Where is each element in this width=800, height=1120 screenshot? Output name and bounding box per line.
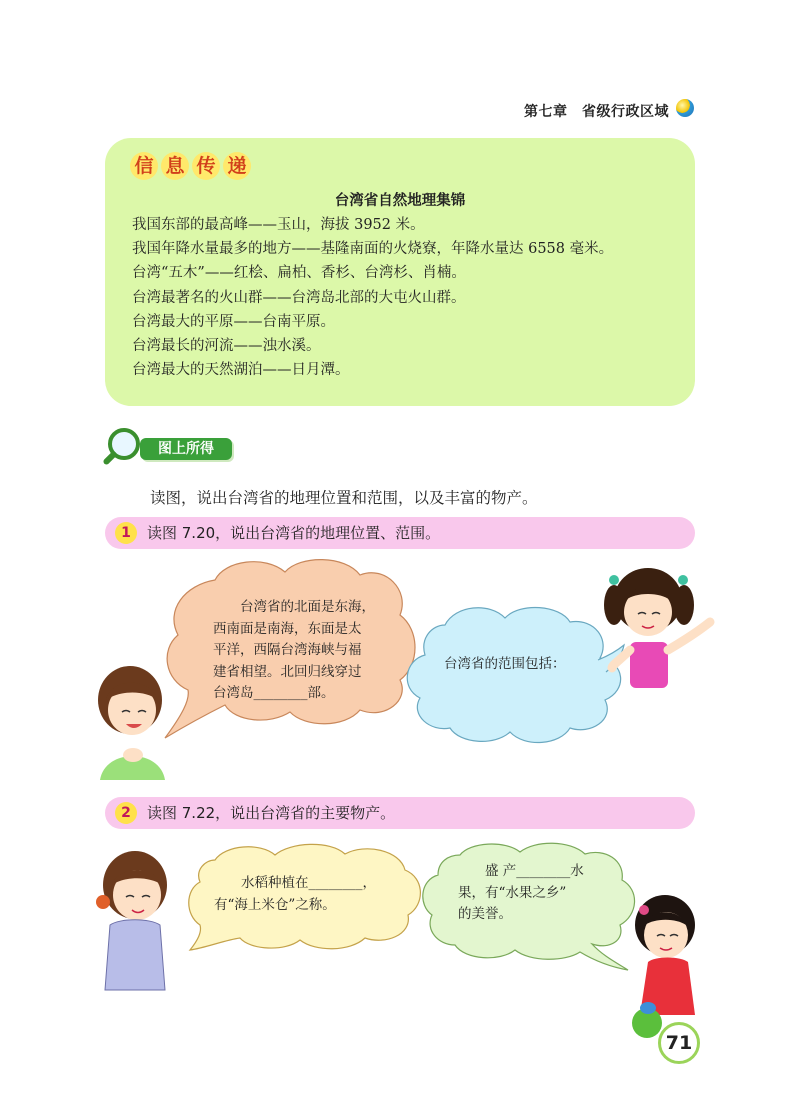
bubble-line: 建省相望。北回归线穿过: [213, 663, 362, 680]
info-line: 台湾最长的河流——浊水溪。: [132, 338, 321, 355]
section-intro: 读图，说出台湾省的地理位置和范围，以及丰富的物产。: [150, 489, 538, 507]
bubble-left-text-2: [214, 873, 376, 916]
globe-icon: [676, 99, 694, 117]
girl-character-right: [604, 568, 710, 688]
badge-char: 递: [223, 152, 251, 180]
section-title: 图上所得: [140, 438, 232, 460]
bubble-line: 平洋，西隔台湾海峡与福: [213, 642, 362, 658]
bubble-left-text-1: [213, 597, 375, 705]
task-number-1: 1: [115, 522, 137, 544]
bubble-line: 水稻种植在________，: [214, 875, 376, 891]
task-text-2: 读图 7.22，说出台湾省的主要物产。: [147, 804, 396, 822]
bubble-line: 西南面是南海，东面是太: [213, 620, 362, 637]
page-number: 71: [658, 1022, 700, 1064]
info-badge: [130, 152, 254, 180]
girl-character-right-2: [635, 895, 695, 1015]
badge-char: 信: [130, 152, 158, 180]
info-line: 台湾“五木”——红桧、扁柏、香杉、台湾杉、肖楠。: [132, 265, 466, 282]
girl-character-left-2: [96, 851, 167, 990]
bubble-line: 有“海上米仓”之称。: [214, 896, 336, 913]
task-bar-1: [105, 517, 695, 549]
bubble-line: 台湾岛________部。: [213, 685, 335, 701]
chapter-header: 第七章 省级行政区域: [524, 104, 669, 120]
bubble-right-text-1: 台湾省的范围包括：: [444, 656, 566, 672]
info-line: 台湾最大的天然湖泊——日月潭。: [132, 362, 350, 379]
info-lines: [132, 213, 613, 382]
page-number-decoration-blue: [640, 1002, 656, 1014]
bubble-line: 果，有“水果之乡”: [458, 884, 567, 901]
info-line: 我国年降水量最多的地方——基隆南面的火烧寮，年降水量达 6558 毫米。: [132, 241, 614, 258]
badge-char: 传: [192, 152, 220, 180]
girl-character-left: [98, 666, 165, 780]
task-text-1: 读图 7.20，说出台湾省的地理位置、范围。: [147, 524, 441, 542]
task-number-2: 2: [115, 802, 137, 824]
bubble-line: 台湾省的北面是东海，: [213, 599, 375, 615]
task-bar-2: [105, 797, 695, 829]
info-line: 台湾最著名的火山群——台湾岛北部的大屯火山群。: [132, 289, 466, 306]
badge-char: 息: [161, 152, 189, 180]
info-title: 台湾省自然地理集锦: [334, 193, 466, 209]
task1-illustration: [0, 550, 800, 790]
info-line: 我国东部的最高峰——玉山，海拔 3952 米。: [132, 217, 425, 233]
info-line: 台湾最大的平原——台南平原。: [132, 313, 335, 330]
bubble-right-text-2: [458, 861, 584, 926]
bubble-line: 的美誉。: [458, 906, 512, 922]
bubble-line: 盛 产________水: [458, 863, 584, 879]
task2-illustration: [0, 840, 800, 1030]
